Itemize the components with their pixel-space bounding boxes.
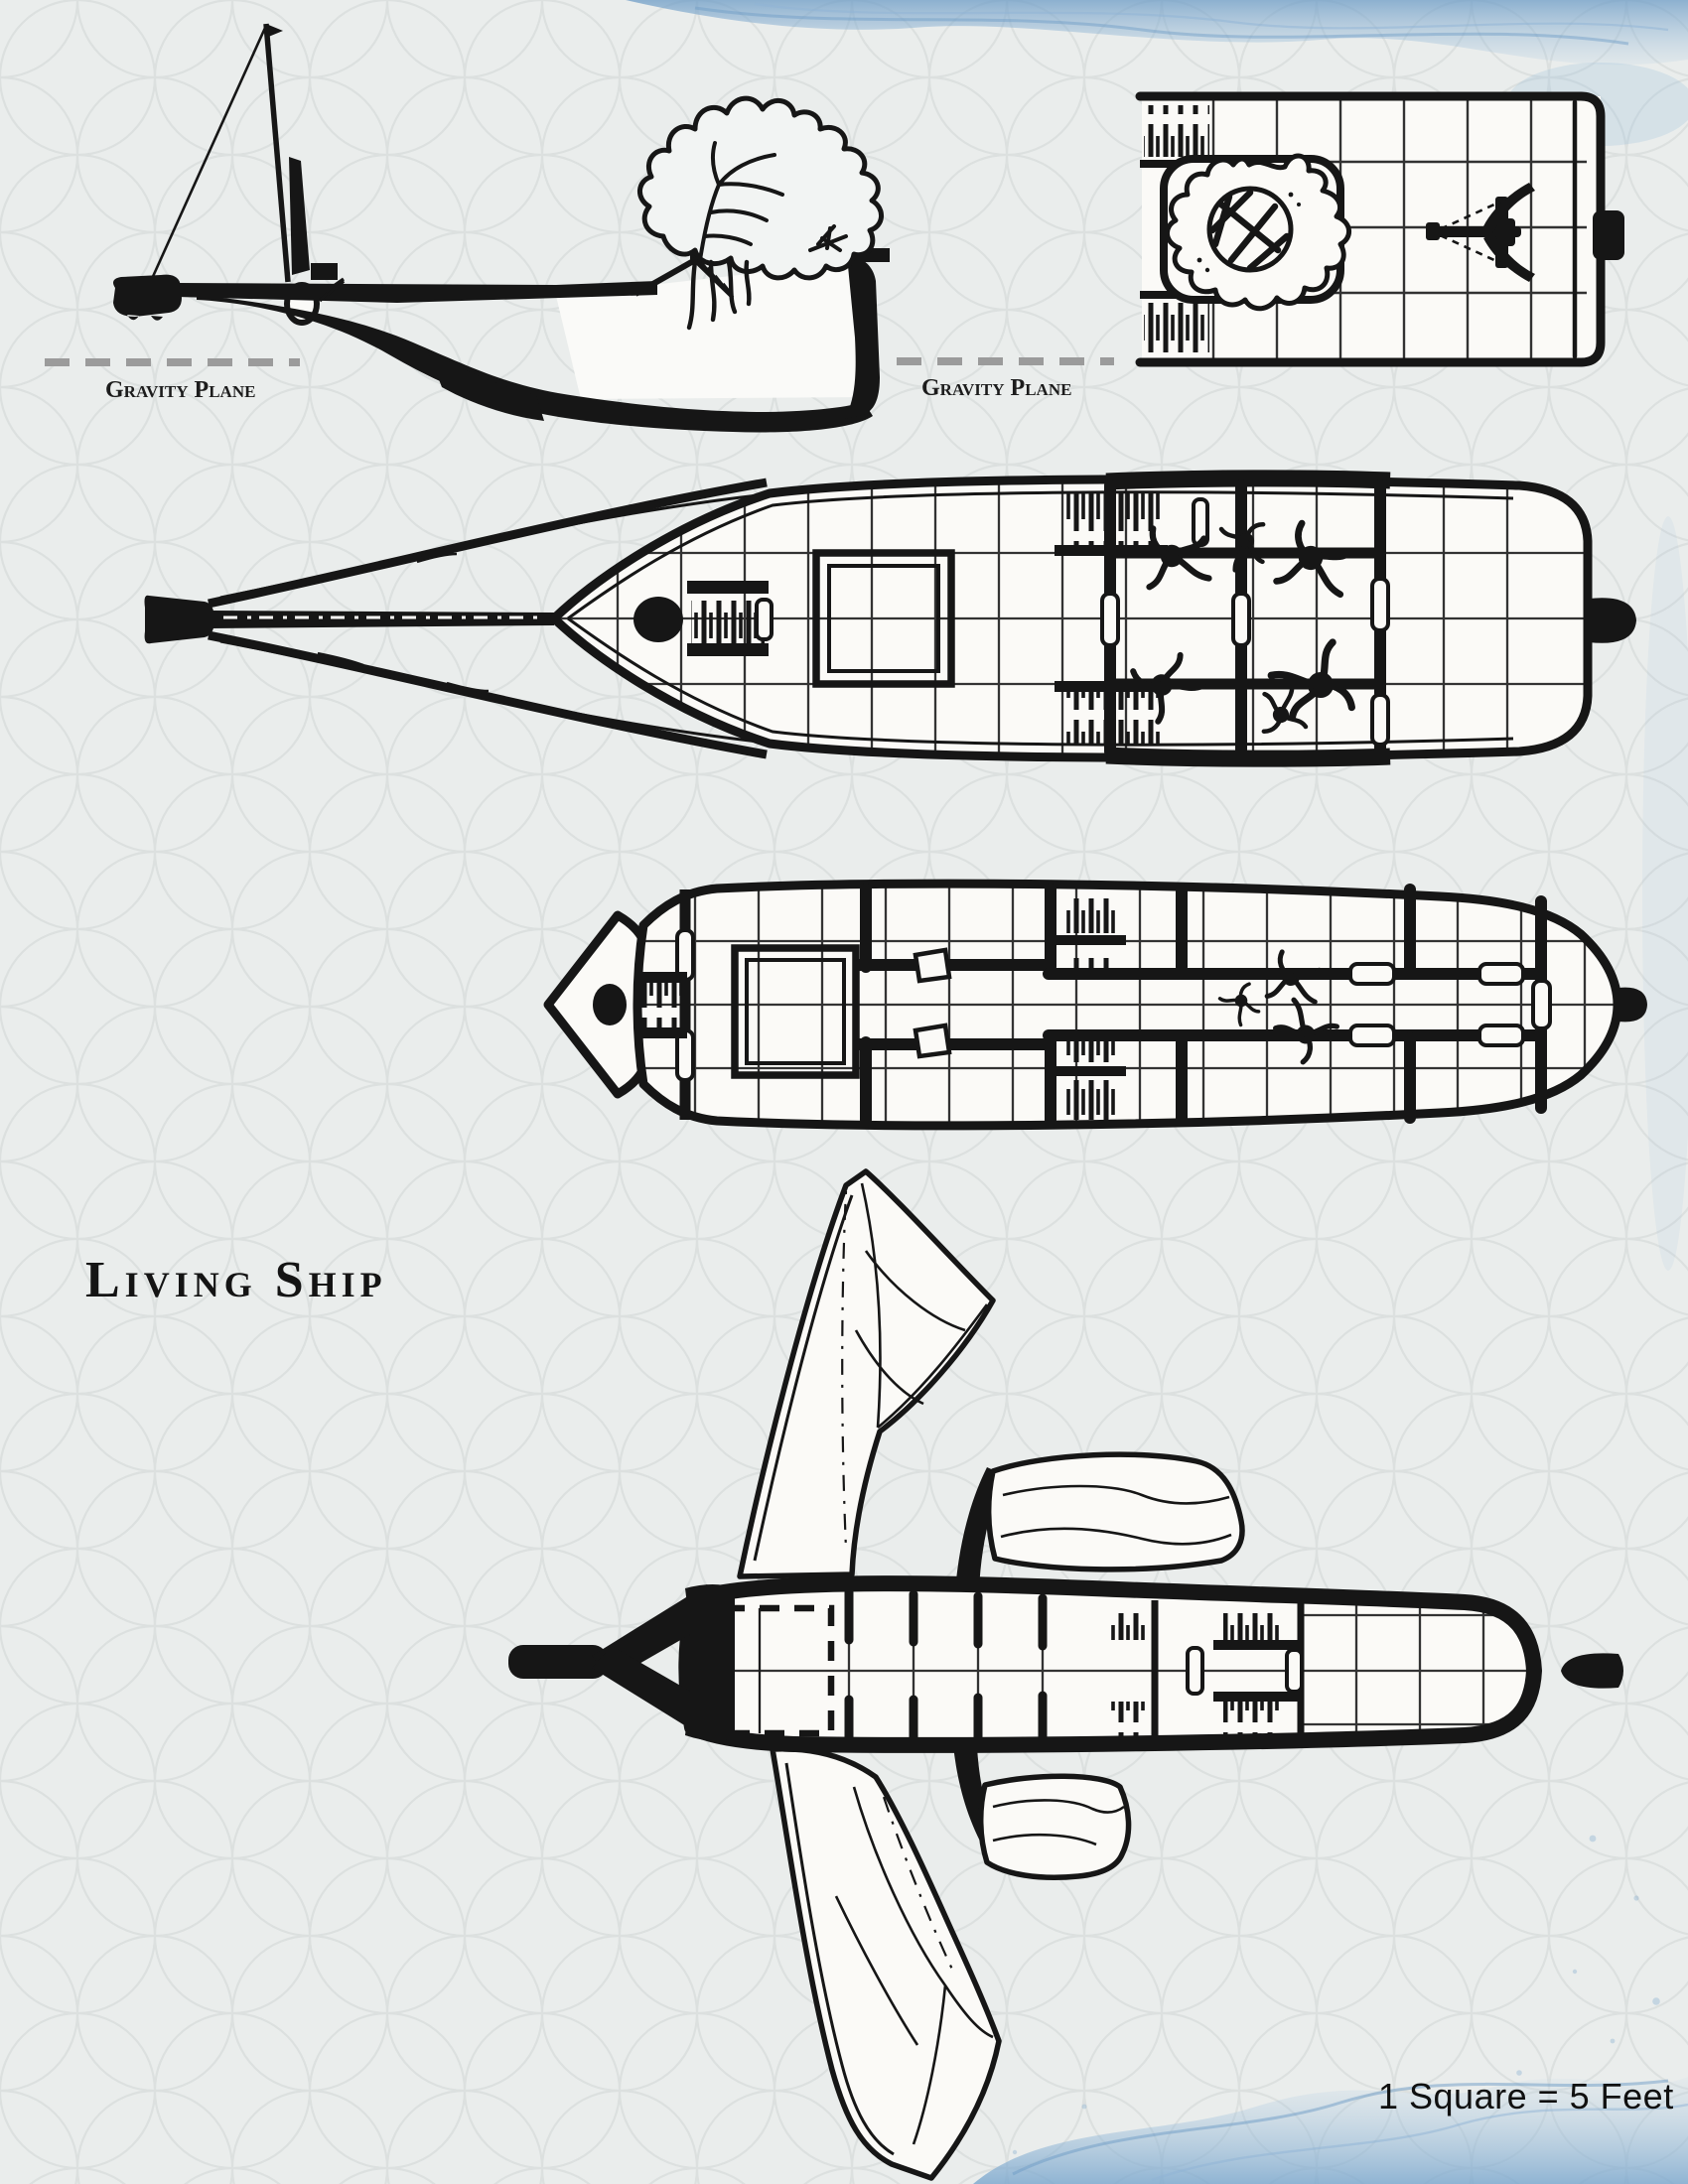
helm-platform bbox=[1164, 156, 1349, 309]
mast-socket bbox=[593, 984, 627, 1025]
bow-shaft bbox=[211, 611, 554, 628]
cabin-outer-wall-top bbox=[1106, 478, 1390, 481]
page-title: Living Ship bbox=[85, 1252, 387, 1308]
aft-deck-plan bbox=[1140, 96, 1624, 362]
fore-bench bbox=[635, 972, 687, 1038]
mast-socket bbox=[633, 597, 683, 642]
door-trapezoid bbox=[915, 1025, 949, 1056]
lower-deck-plan bbox=[548, 879, 1647, 1132]
gravity-plane-label-left: Gravity Plane bbox=[105, 377, 256, 403]
scale-note: 1 Square = 5 Feet bbox=[1378, 2076, 1674, 2116]
stern-door-nub bbox=[1593, 210, 1624, 260]
deck-box bbox=[311, 263, 338, 280]
cabin-outer-wall-bottom bbox=[1106, 755, 1390, 758]
helm-bench bbox=[687, 581, 772, 656]
door-trapezoid bbox=[915, 950, 949, 981]
bow-knob bbox=[145, 596, 215, 644]
gravity-plane-label-right: Gravity Plane bbox=[921, 375, 1072, 401]
bench-platform-bottom bbox=[1140, 295, 1217, 362]
bench-platform-top bbox=[1140, 96, 1217, 164]
